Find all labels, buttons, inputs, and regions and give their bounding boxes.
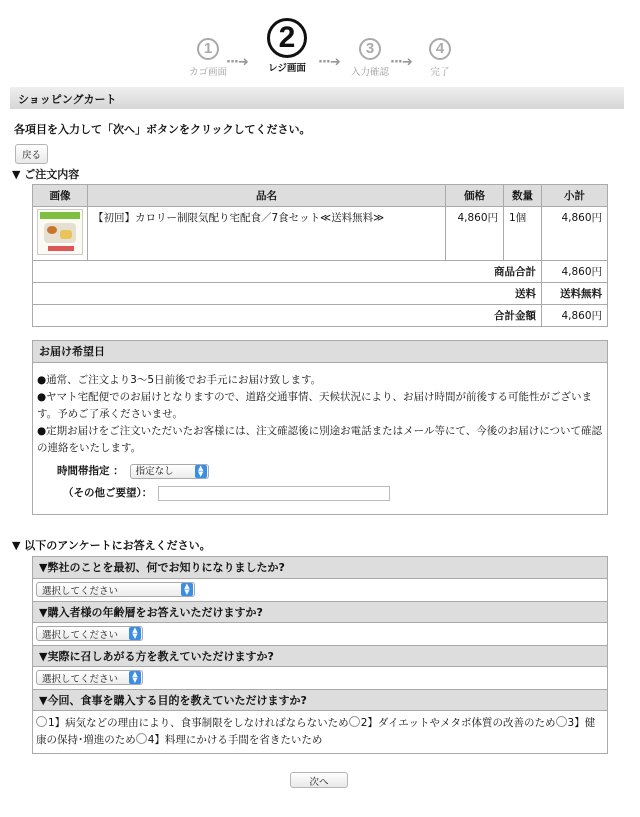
step-complete	[412, 18, 468, 78]
grand-total-value: 4,860円	[542, 305, 608, 327]
step-label: レジ画面	[268, 63, 306, 74]
grand-total-label: 合計金額	[33, 305, 542, 327]
survey-answer-2-select[interactable]	[36, 626, 143, 641]
step-arrow-icon: ···➜	[318, 55, 340, 70]
step-label: 入力確認	[350, 67, 389, 78]
survey-answer-3-select[interactable]	[36, 670, 143, 685]
product-subtotal: 4,860円	[542, 207, 608, 261]
survey-answer-2-value: 選択してください	[42, 629, 119, 641]
survey-question-1: ▼弊社のことを最初、何でお知りになりましたか?	[33, 557, 607, 579]
product-total-value: 4,860円	[542, 261, 608, 283]
step-register	[259, 18, 315, 74]
col-name-header: 品名	[88, 185, 446, 207]
instruction-text: 各項目を入力して「次へ」ボタンをクリックしてください。	[14, 123, 311, 136]
survey-option: 4】料理にかける手間を省きたいため	[147, 734, 323, 746]
shipping-label: 送料	[33, 283, 542, 305]
delivery-note: ●ヤマト宅配便でのお届けとなりますので、道路交通事情、天候状況により、お届け時間が前後する可能性がございます。予めご了承くださいませ。	[37, 391, 592, 420]
delivery-note: ●通常、ご注文より3～5日前後でお手元にお届け致します。	[37, 374, 322, 386]
time-slot-label: 時間帯指定 ：	[57, 465, 124, 477]
time-slot-select[interactable]	[130, 464, 209, 479]
other-request-label: （その他ご要望）：	[63, 487, 153, 499]
select-chevron-icon: ▲ ▼	[129, 627, 141, 640]
col-image-header: 画像	[33, 185, 88, 207]
radio-circle-icon[interactable]	[349, 716, 360, 727]
delivery-note: ●定期お届けをご注文いただいたお客様には、注文確認後に別途お電話またはメール等にて、今後のお届けについて確認の連絡をいたします。	[37, 425, 603, 454]
survey-question-4: ▼今回、食事を購入する目的を教えていただけますか?	[33, 689, 607, 711]
step-number: 3	[359, 38, 381, 60]
time-slot-value: 指定なし	[135, 466, 174, 477]
product-qty: 1個	[504, 207, 542, 261]
survey-option: 1】病気などの理由により、食事制限をしなければならないため	[48, 717, 349, 729]
order-section-title: ▼ ご注文内容	[12, 168, 80, 181]
survey-question-3: ▼実際に召しあがる方を教えていただけますか?	[33, 645, 607, 667]
select-chevron-icon: ▲ ▼	[129, 671, 141, 684]
survey-option: 2】ダイエットやメタボ体質の改善のため	[360, 717, 556, 729]
delivery-panel	[32, 340, 608, 515]
step-label: カゴ画面	[188, 67, 227, 78]
col-price-header: 価格	[446, 185, 504, 207]
checkout-steps	[0, 18, 640, 82]
survey-section-title: ▼ 以下のアンケートにお答えください。	[12, 539, 211, 552]
product-name: 【初回】カロリー制限気配り宅配食／7食セット≪送料無料≫	[88, 207, 446, 261]
survey-answer-1-value: 選択してください	[42, 585, 119, 597]
delivery-title: お届け希望日	[33, 341, 607, 363]
back-button[interactable]: 戻る	[15, 144, 48, 164]
step-label: 完了	[430, 67, 450, 78]
product-price: 4,860円	[446, 207, 504, 261]
product-image[interactable]	[37, 209, 83, 255]
survey-question-2: ▼購入者様の年齢層をお答えいただけますか?	[33, 601, 607, 623]
page-title: ショッピングカート	[10, 87, 624, 109]
product-total-label: 商品合計	[33, 261, 542, 283]
col-subtotal-header: 小計	[542, 185, 608, 207]
survey-option: 3】健康の保持･増進のため	[36, 717, 596, 746]
select-chevron-icon: ▲ ▼	[195, 465, 207, 478]
step-arrow-icon: ···➜	[390, 55, 412, 70]
survey-answer-4-options	[33, 711, 607, 753]
survey-answer-1-select[interactable]	[36, 582, 195, 597]
col-qty-header: 数量	[504, 185, 542, 207]
other-request-input[interactable]	[158, 486, 390, 501]
table-row	[33, 207, 608, 261]
select-chevron-icon: ▲ ▼	[181, 583, 193, 596]
step-number: 2	[267, 18, 307, 58]
shipping-value: 送料無料	[542, 283, 608, 305]
survey-answer-3-value: 選択してください	[42, 673, 119, 685]
radio-circle-icon[interactable]	[36, 716, 47, 727]
step-arrow-icon: ···➜	[226, 55, 248, 70]
survey-panel	[32, 556, 608, 754]
radio-circle-icon[interactable]	[136, 733, 147, 744]
step-number: 4	[429, 38, 451, 60]
step-number: 1	[197, 38, 219, 60]
radio-circle-icon[interactable]	[556, 716, 567, 727]
order-table	[32, 184, 608, 327]
next-button[interactable]: 次へ	[290, 772, 348, 788]
